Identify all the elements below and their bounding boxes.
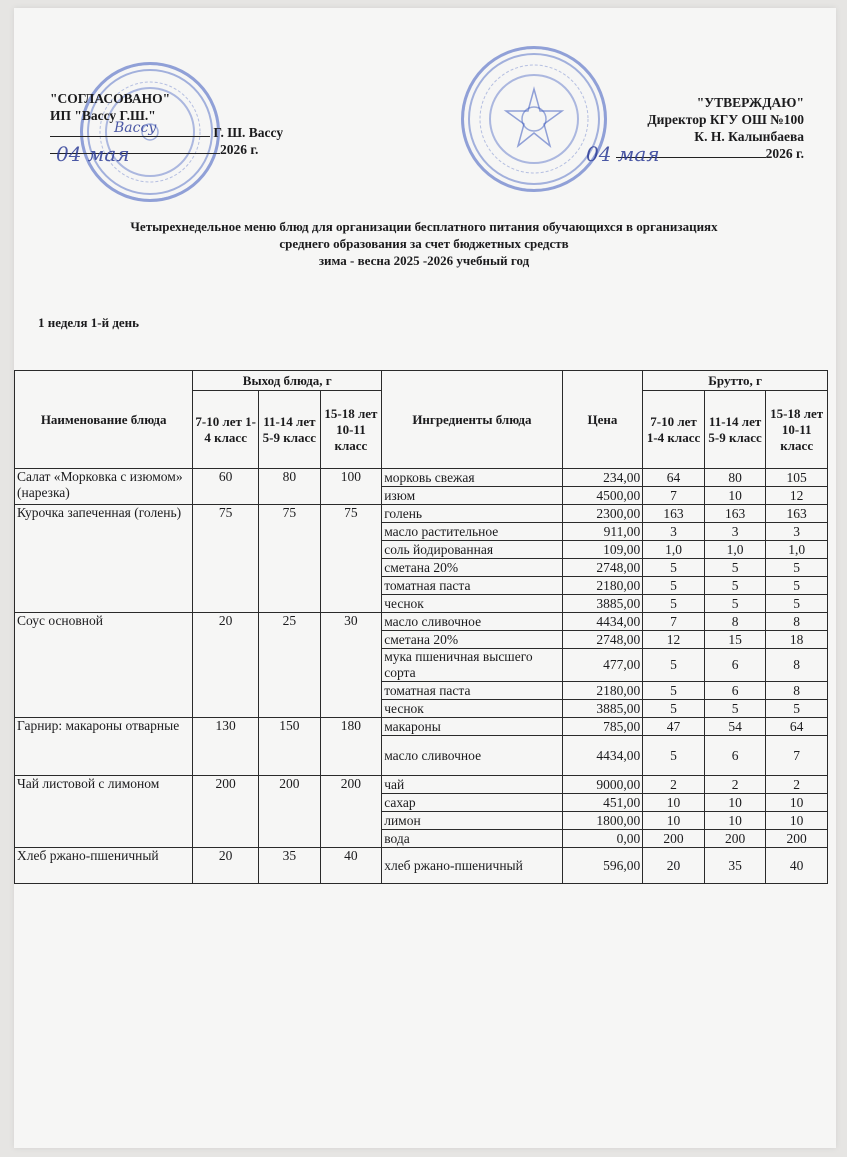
ingredient-price: 785,00	[562, 718, 643, 736]
ingredient-price: 4434,00	[562, 736, 643, 776]
header-ingredients: Ингредиенты блюда	[382, 371, 562, 469]
ingredient-gross-value: 35	[704, 848, 766, 884]
title-line-3: зима - весна 2025 -2026 учебный год	[318, 253, 530, 268]
dish-name: Гарнир: макароны отварные	[15, 718, 193, 776]
ingredient-price: 1800,00	[562, 812, 643, 830]
ingredient-gross-value: 2	[766, 776, 828, 794]
dish-output-value: 200	[320, 776, 382, 848]
ingredient-price: 3885,00	[562, 595, 643, 613]
ingredient-gross-value: 6	[704, 682, 766, 700]
ingredient-name: сахар	[382, 794, 562, 812]
ingredient-gross-value: 5	[766, 577, 828, 595]
dish-output-value: 40	[320, 848, 382, 884]
ingredient-gross-value: 7	[766, 736, 828, 776]
ingredient-gross-value: 6	[704, 649, 766, 682]
approved-label: "УТВЕРЖДАЮ"	[696, 95, 804, 110]
ingredient-name: лимон	[382, 812, 562, 830]
ingredient-gross-value: 18	[766, 631, 828, 649]
week-day-label: 1 неделя 1-й день	[38, 315, 140, 330]
ingredient-name: масло растительное	[382, 523, 562, 541]
ingredient-gross-value: 8	[766, 682, 828, 700]
ingredient-name: масло сливочное	[382, 736, 562, 776]
dish-name: Соус основной	[15, 613, 193, 718]
ingredient-gross-value: 54	[704, 718, 766, 736]
dish-name: Салат «Морковка с изюмом» (нарезка)	[15, 469, 193, 505]
ingredient-price: 477,00	[562, 649, 643, 682]
ingredient-gross-value: 5	[643, 649, 705, 682]
dish-output-value: 30	[320, 613, 382, 718]
ingredient-gross-value: 5	[643, 700, 705, 718]
ingredient-price: 596,00	[562, 848, 643, 884]
ingredient-name: соль йодированная	[382, 541, 562, 559]
approved-person: К. Н. Калынбаева	[694, 129, 804, 144]
header-output-age-2: 11-14 лет 5-9 класс	[259, 391, 321, 469]
ingredient-price: 2748,00	[562, 559, 643, 577]
ingredient-gross-value: 5	[766, 559, 828, 577]
ingredient-gross-value: 5	[643, 595, 705, 613]
dish-output-value: 75	[259, 505, 321, 613]
ingredient-name: голень	[382, 505, 562, 523]
header-output-age-1: 7-10 лет 1-4 класс	[193, 391, 259, 469]
ingredient-gross-value: 8	[704, 613, 766, 631]
ingredient-gross-value: 6	[704, 736, 766, 776]
ingredient-gross-value: 10	[766, 812, 828, 830]
ingredient-gross-value: 8	[766, 613, 828, 631]
ingredient-gross-value: 5	[643, 736, 705, 776]
title-line-1: Четырехнедельное меню блюд для организации бесплатного питания обучающихся в организациях	[130, 219, 718, 234]
ingredient-gross-value: 3	[766, 523, 828, 541]
ingredient-gross-value: 64	[766, 718, 828, 736]
ingredient-price: 2748,00	[562, 631, 643, 649]
approved-year: 2026 г.	[765, 146, 804, 161]
ingredient-price: 9000,00	[562, 776, 643, 794]
ingredient-gross-value: 5	[766, 595, 828, 613]
ingredient-price: 234,00	[562, 469, 643, 487]
agreed-person: Г. Ш. Вассу	[213, 125, 284, 140]
ingredient-name: томатная паста	[382, 577, 562, 595]
ingredient-gross-value: 10	[766, 794, 828, 812]
dish-name: Чай листовой с лимоном	[15, 776, 193, 848]
agreed-label: "СОГЛАСОВАНО"	[50, 91, 171, 106]
table-row	[15, 848, 828, 884]
ingredient-gross-value: 1,0	[704, 541, 766, 559]
header-gross-age-2: 11-14 лет 5-9 класс	[704, 391, 766, 469]
ingredient-gross-value: 5	[704, 700, 766, 718]
ingredient-gross-value: 12	[766, 487, 828, 505]
ingredient-gross-value: 20	[643, 848, 705, 884]
dish-output-value: 20	[193, 848, 259, 884]
ingredient-gross-value: 163	[766, 505, 828, 523]
dish-output-value: 35	[259, 848, 321, 884]
menu-title	[44, 218, 804, 269]
ingredient-price: 0,00	[562, 830, 643, 848]
ingredient-gross-value: 200	[643, 830, 705, 848]
ingredient-name: вода	[382, 830, 562, 848]
dish-output-value: 180	[320, 718, 382, 776]
dish-output-value: 60	[193, 469, 259, 505]
menu-table	[14, 370, 828, 884]
ingredient-gross-value: 3	[704, 523, 766, 541]
ingredient-price: 2180,00	[562, 577, 643, 595]
agreed-signature-row	[50, 124, 300, 141]
ingredient-gross-value: 2	[704, 776, 766, 794]
table-row	[15, 613, 828, 631]
ingredient-price: 451,00	[562, 794, 643, 812]
ingredient-name: томатная паста	[382, 682, 562, 700]
ingredient-name: масло сливочное	[382, 613, 562, 631]
ingredient-name: сметана 20%	[382, 559, 562, 577]
ingredient-gross-value: 10	[704, 812, 766, 830]
dish-name: Курочка запеченная (голень)	[15, 505, 193, 613]
ingredient-name: чай	[382, 776, 562, 794]
dish-output-value: 75	[193, 505, 259, 613]
agreed-org: ИП "Вассу Г.Ш."	[50, 108, 156, 123]
header-gross-age-3: 15-18 лет 10-11 класс	[766, 391, 828, 469]
right-handwritten-date: 04 мая	[586, 142, 660, 166]
ingredient-gross-value: 200	[704, 830, 766, 848]
ingredient-gross-value: 12	[643, 631, 705, 649]
dish-output-value: 75	[320, 505, 382, 613]
left-handwritten-signature: Вассу	[114, 120, 157, 136]
dish-output-value: 130	[193, 718, 259, 776]
ingredient-price: 4434,00	[562, 613, 643, 631]
header-price: Цена	[562, 371, 643, 469]
dish-output-value: 80	[259, 469, 321, 505]
ingredient-gross-value: 5	[766, 700, 828, 718]
title-line-2: среднего образования за счет бюджетных средств	[279, 236, 569, 251]
ingredient-gross-value: 10	[704, 794, 766, 812]
header-output-age-3: 15-18 лет 10-11 класс	[320, 391, 382, 469]
ingredient-gross-value: 5	[643, 682, 705, 700]
dish-output-value: 20	[193, 613, 259, 718]
table-row	[15, 505, 828, 523]
ingredient-gross-value: 5	[704, 595, 766, 613]
ingredient-gross-value: 7	[643, 613, 705, 631]
menu-table-body	[15, 469, 828, 884]
ingredient-gross-value: 8	[766, 649, 828, 682]
ingredient-name: мука пшеничная высшего сорта	[382, 649, 562, 682]
ingredient-gross-value: 163	[704, 505, 766, 523]
header-gross: Брутто, г	[643, 371, 828, 391]
ingredient-name: чеснок	[382, 700, 562, 718]
ingredient-price: 2180,00	[562, 682, 643, 700]
ingredient-price: 2300,00	[562, 505, 643, 523]
ingredient-name: макароны	[382, 718, 562, 736]
ingredient-gross-value: 5	[704, 559, 766, 577]
table-row	[15, 469, 828, 487]
ingredient-gross-value: 5	[643, 559, 705, 577]
ingredient-gross-value: 163	[643, 505, 705, 523]
ingredient-gross-value: 5	[704, 577, 766, 595]
ingredient-price: 109,00	[562, 541, 643, 559]
ingredient-gross-value: 10	[643, 794, 705, 812]
header-dish-name: Наименование блюда	[15, 371, 193, 469]
ingredient-gross-value: 200	[766, 830, 828, 848]
ingredient-gross-value: 10	[643, 812, 705, 830]
approved-position: Директор КГУ ОШ №100	[647, 112, 804, 127]
ingredient-price: 911,00	[562, 523, 643, 541]
dish-output-value: 100	[320, 469, 382, 505]
dish-output-value: 25	[259, 613, 321, 718]
left-handwritten-date: 04 мая	[56, 142, 130, 166]
signature-line	[50, 136, 210, 137]
ingredient-gross-value: 40	[766, 848, 828, 884]
ingredient-gross-value: 105	[766, 469, 828, 487]
ingredient-gross-value: 5	[643, 577, 705, 595]
ingredient-gross-value: 7	[643, 487, 705, 505]
dish-name: Хлеб ржано-пшеничный	[15, 848, 193, 884]
ingredient-price: 3885,00	[562, 700, 643, 718]
ingredient-gross-value: 1,0	[766, 541, 828, 559]
ingredient-name: морковь свежая	[382, 469, 562, 487]
dish-output-value: 200	[193, 776, 259, 848]
ingredient-gross-value: 1,0	[643, 541, 705, 559]
document-sheet	[14, 8, 836, 1148]
ingredient-name: изюм	[382, 487, 562, 505]
header-gross-age-1: 7-10 лет 1-4 класс	[643, 391, 705, 469]
ingredient-name: чеснок	[382, 595, 562, 613]
ingredient-gross-value: 80	[704, 469, 766, 487]
ingredient-gross-value: 3	[643, 523, 705, 541]
table-row	[15, 776, 828, 794]
dish-output-value: 150	[259, 718, 321, 776]
table-row	[15, 718, 828, 736]
agreed-year: 2026 г.	[220, 142, 259, 157]
ingredient-gross-value: 47	[643, 718, 705, 736]
ingredient-gross-value: 10	[704, 487, 766, 505]
ingredient-gross-value: 64	[643, 469, 705, 487]
ingredient-name: сметана 20%	[382, 631, 562, 649]
ingredient-price: 4500,00	[562, 487, 643, 505]
ingredient-name: хлеб ржано-пшеничный	[382, 848, 562, 884]
dish-output-value: 200	[259, 776, 321, 848]
ingredient-gross-value: 2	[643, 776, 705, 794]
header-output: Выход блюда, г	[193, 371, 382, 391]
ingredient-gross-value: 15	[704, 631, 766, 649]
